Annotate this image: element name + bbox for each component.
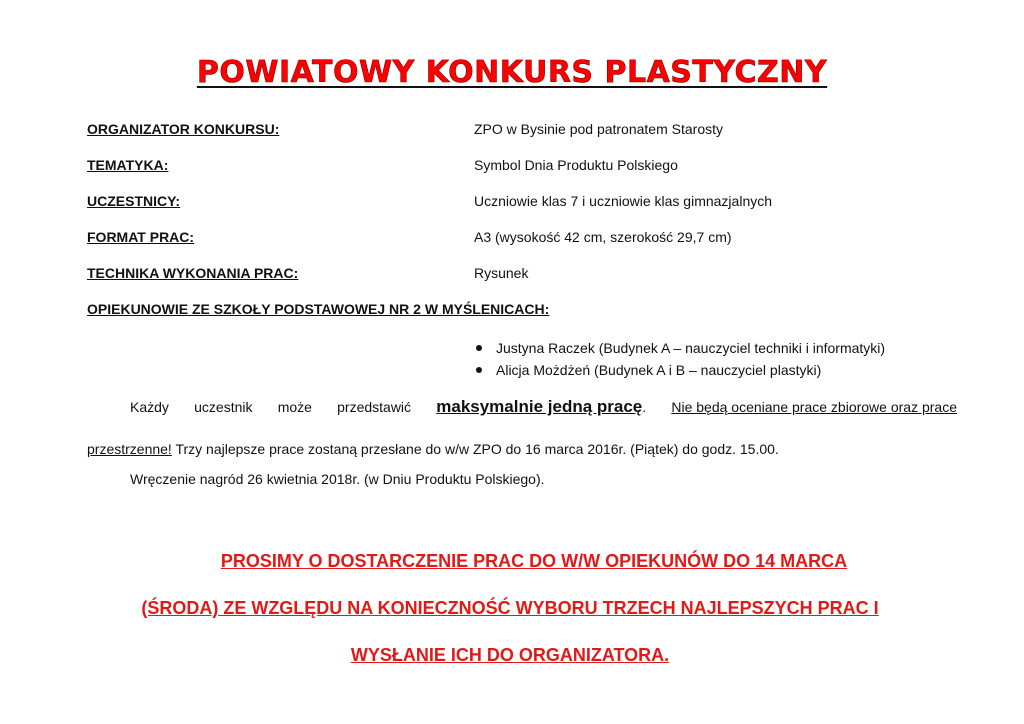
deadline-text: Trzy najlepsze prace zostaną przesłane do w/w ZPO do 16 marca 2016r. (Piątek) do godz. 15.00. [171, 441, 779, 457]
organizer-label: ORGANIZATOR KONKURSU: [87, 121, 280, 137]
notice-line: (ŚRODA) ZE WZGLĘDU NA KONIECZNOŚĆ WYBORU TRZECH NAJLEPSZYCH PRAC I [141, 598, 879, 618]
format-value: A3 (wysokość 42 cm, szerokość 29,7 cm) [474, 229, 732, 245]
theme-label: TEMATYKA: [87, 157, 169, 173]
rules-paragraph [87, 397, 957, 417]
theme-value: Symbol Dnia Produktu Polskiego [474, 157, 678, 173]
guardian-name: Alicja Możdżeń (Budynek A i B – nauczyciel plastyki) [496, 362, 822, 378]
emphasis-text: maksymalnie jedną pracę [436, 397, 643, 416]
underlined-text: Nie będą oceniane prace zbiorowe oraz prace [671, 399, 957, 415]
participants-label: UCZESTNICY: [87, 193, 181, 209]
guardians-label: OPIEKUNOWIE ZE SZKOŁY PODSTAWOWEJ NR 2 W MYŚLENICACH: [87, 301, 550, 317]
bullet-icon [476, 345, 482, 351]
word: Każdy [130, 399, 169, 415]
award-paragraph: Wręczenie nagród 26 kwietnia 2018r. (w Dniu Produktu Polskiego). [130, 471, 545, 487]
format-label: FORMAT PRAC: [87, 229, 195, 245]
list-item [474, 337, 885, 359]
technique-value: Rysunek [474, 265, 529, 281]
period: . [642, 399, 647, 415]
word: przedstawić [337, 399, 412, 415]
technique-label: TECHNIKA WYKONANIA PRAC: [87, 265, 299, 281]
word: może [277, 399, 312, 415]
participants-value: Uczniowie klas 7 i uczniowie klas gimnazjalnych [474, 193, 773, 209]
notice-line: PROSIMY O DOSTARCZENIE PRAC DO W/W OPIEKUNÓW DO 14 MARCA [220, 551, 848, 571]
word: uczestnik [194, 399, 253, 415]
underlined-text: przestrzenne! [87, 441, 172, 457]
bullet-icon [476, 367, 482, 373]
page-title: POWIATOWY KONKURS PLASTYCZNY [196, 55, 828, 90]
rules-paragraph-continued [87, 441, 779, 457]
guardians-list [474, 337, 885, 381]
guardian-name: Justyna Raczek (Budynek A – nauczyciel techniki i informatyki) [496, 340, 886, 356]
notice-line: WYSŁANIE ICH DO ORGANIZATORA. [350, 645, 670, 665]
organizer-value: ZPO w Bysinie pod patronatem Starosty [474, 121, 723, 137]
list-item [474, 359, 885, 381]
